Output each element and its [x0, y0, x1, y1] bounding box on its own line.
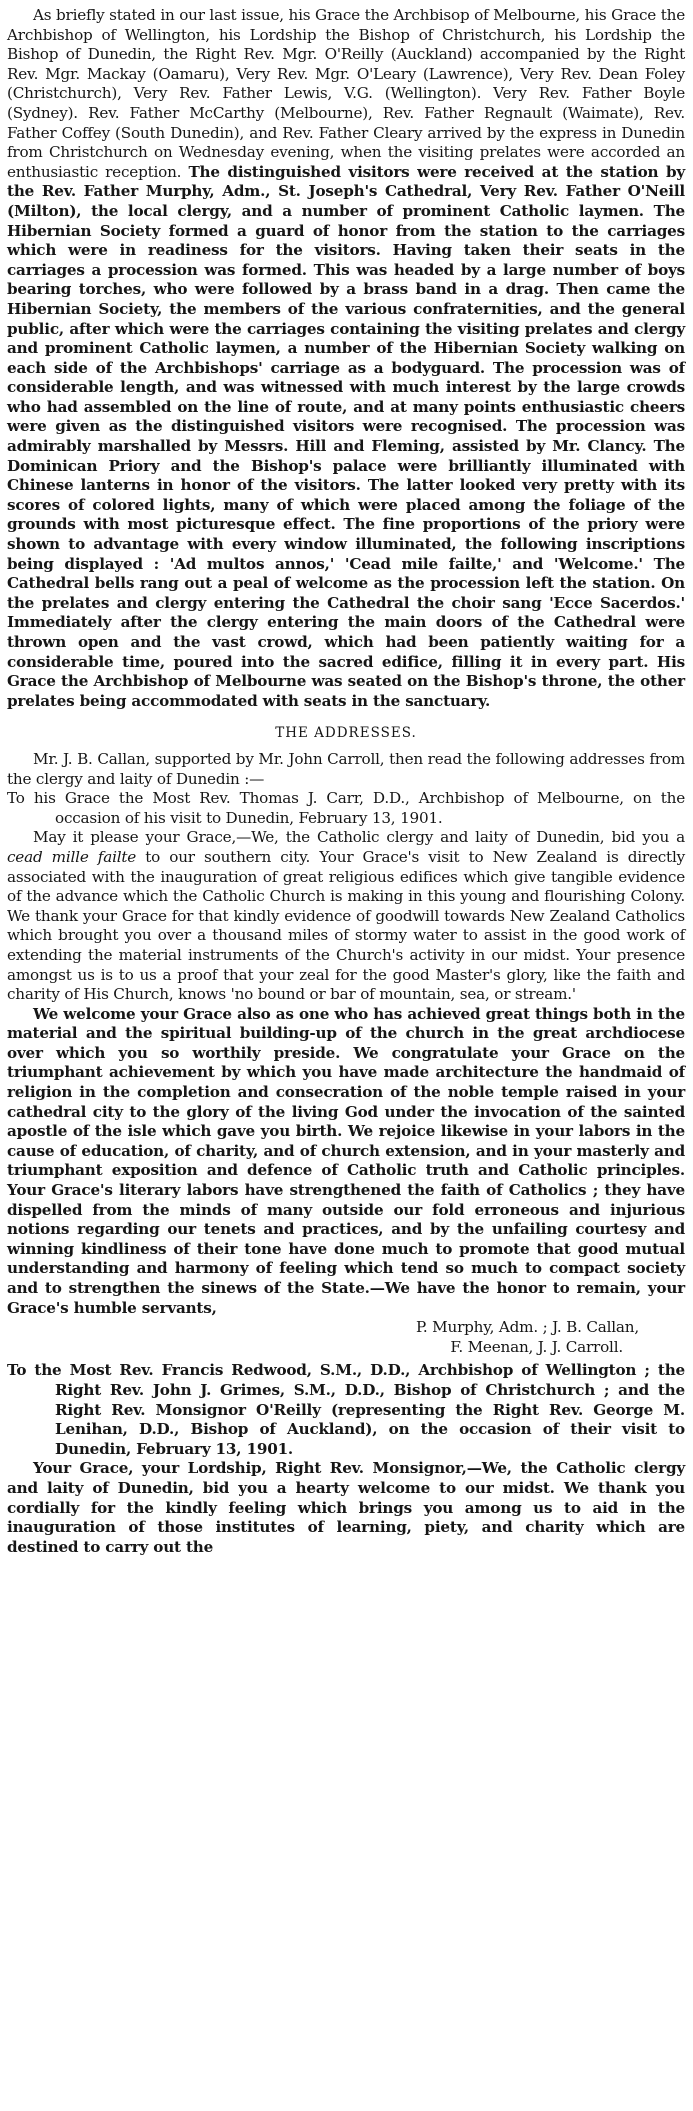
address2-paragraph1: Your Grace, your Lordship, Right Rev. Monsignor,—We, the Catholic clergy and laity of Dunedin, bid you a hearty welcome to our midst. We thank you cordially for the kindly feeling which brings you among us to aid in the inauguration of those institutes of learning, piety, and charity which are destined to carry out the	[7, 1459, 685, 1556]
address1-paragraph1: May it please your Grace,—We, the Catholic clergy and laity of Dunedin, bid you a cead mille failte to our southern city. Your Grace's visit to New Zealand is directly associated with the inauguration of great religious edifices which give tangible evidence of the advance which the Catholic Church is making in this young and flourishing Colony. We thank your Grace for that kindly evidence of goodwill towards New Zealand Catholics which brought you over a thousand miles of stormy water to assist in the good work of extending the material instruments of the Church's activity in our midst. Your presence amongst us is to us a proof that your zeal for the good Master's glory, like the faith and charity of His Church, knows 'no bound or bar of mountain, sea, or stream.'	[7, 828, 685, 1004]
signatories-line2: F. Meenan, J. J. Carroll.	[450, 1337, 623, 1356]
address2-recipient: To the Most Rev. Francis Redwood, S.M., D.D., Archbishop of Wellington ; the Right Rev. John J. Grimes, S.M., D.D., Bishop of Christchurch ; and the Right Rev. Monsignor O'Reilly (representing the Right Rev. George M. Lenihan, D.D., Bishop of Auckland), on the occasion of their visit to Dunedin, February 13, 1901.	[7, 1361, 685, 1458]
signatories-line1: P. Murphy, Adm. ; J. B. Callan,	[415, 1318, 639, 1337]
intro-text-arrival: As briefly stated in our last issue, his Grace the Archbisop of Melbourne, his Grace the Archbishop of Wellington, his Lordship the Bishop of Christchurch, his Lordship the Bishop of Dunedin, the Right Rev. Mgr. O'Reilly (Auckland) accompanied by the Right Rev. Mgr. Mackay (Oamaru), Very Rev. Mgr. O'Leary (Lawrence), Very Rev. Dean Foley (Christchurch), Very Rev. Father Lewis, V.G. (Wellington). Very Rev. Father Boyle (Sydney). Rev. Father McCarthy (Melbourne), Rev. Father Regnault (Waimate), Rev. Father Coffey (South Dunedin), and Rev. Father Cleary arrived by the express in Dunedin from Christchurch on Wednesday evening, when the visiting prelates were accorded an enthusiastic reception.	[7, 6, 685, 181]
address1-paragraph2: We welcome your Grace also as one who has achieved great things both in the material and the spiritual building-up of the church in the great archdiocese over which you so worthily preside. We congratulate your Grace on the triumphant achievement by which you have made architecture the handmaid of religion in the completion and consecration of the noble temple raised in your cathedral city to the glory of the living God under the invocation of the sainted apostle of the isle which gave you birth. We rejoice likewise in your labors in the cause of education, of charity, and of church extension, and in your masterly and triumphant exposition and defence of Catholic truth and Catholic principles. Your Grace's literary labors have strengthened the faith of Catholics ; they have dispelled from the minds of many outside our fold erroneous and injurious notions regarding our tenets and practices, and by the unfailing courtesy and winning kindliness of their tone have done much to promote that good mutual understanding and harmony of feeling which tend so much to compact society and to strengthen the sinews of the State.—We have the honor to remain, your Grace's humble servants,	[7, 1004, 685, 1317]
address1-recipient: To his Grace the Most Rev. Thomas J. Carr, D.D., Archbishop of Melbourne, on the occasion of his visit to Dunedin, February 13, 1901.	[7, 789, 685, 827]
intro-paragraph	[7, 6, 685, 711]
section-heading: THE ADDRESSES.	[275, 725, 417, 742]
cead-mile-failte-italic: cead mille failte	[7, 847, 137, 866]
intro-text-procession: The distinguished visitors were received at the station by the Rev. Father Murphy, Adm., St. Joseph's Cathedral, Very Rev. Father O'Neill (Milton), the local clergy, and a number of prominent Catholic laymen. The Hibernian Society formed a guard of honor from the station to the carriages which were in readiness for the visitors. Having taken their seats in the carriages a procession was formed. This was headed by a large number of boys bearing torches, who were followed by a brass band in a drag. Then came the Hibernian Society, the members of the various confraternities, and the general public, after which were the carriages containing the visiting prelates and clergy and prominent Catholic laymen, a number of the Hibernian Society walking on each side of the Archbishops' carriage as a bodyguard. The procession was of considerable length, and was witnessed with much interest by the large crowds who had assembled on the line of route, and at many points enthusiastic cheers were given as the distinguished visitors were recognised. The procession was admirably marshalled by Messrs. Hill and Fleming, assisted by Mr. Clancy. The Dominican Priory and the Bishop's palace were brilliantly illuminated with Chinese lanterns in honor of the visitors. The latter looked very pretty with its scores of colored lights, many of which were placed among the foliage of the grounds with most picturesque effect. The fine proportions of the priory were shown to advantage with every window illuminated, the following inscriptions being displayed : 'Ad multos annos,' 'Cead mile failte,' and 'Welcome.' The Cathedral bells rang out a peal of welcome as the procession left the station. On the prelates and clergy entering the Cathedral the choir sang 'Ecce Sacerdos.' Immediately after the clergy entering the main doors of the Cathedral were thrown open and the vast crowd, which had been patiently waiting for a considerable time, poured into the sacred edifice, filling it in every part. His Grace the Archbishop of Melbourne was seated on the Bishop's throne, the other prelates being accommodated with seats in the sanctuary.	[7, 162, 685, 710]
reading-intro: Mr. J. B. Callan, supported by Mr. John Carroll, then read the following addresses from the clergy and laity of Dunedin :—	[7, 749, 685, 788]
